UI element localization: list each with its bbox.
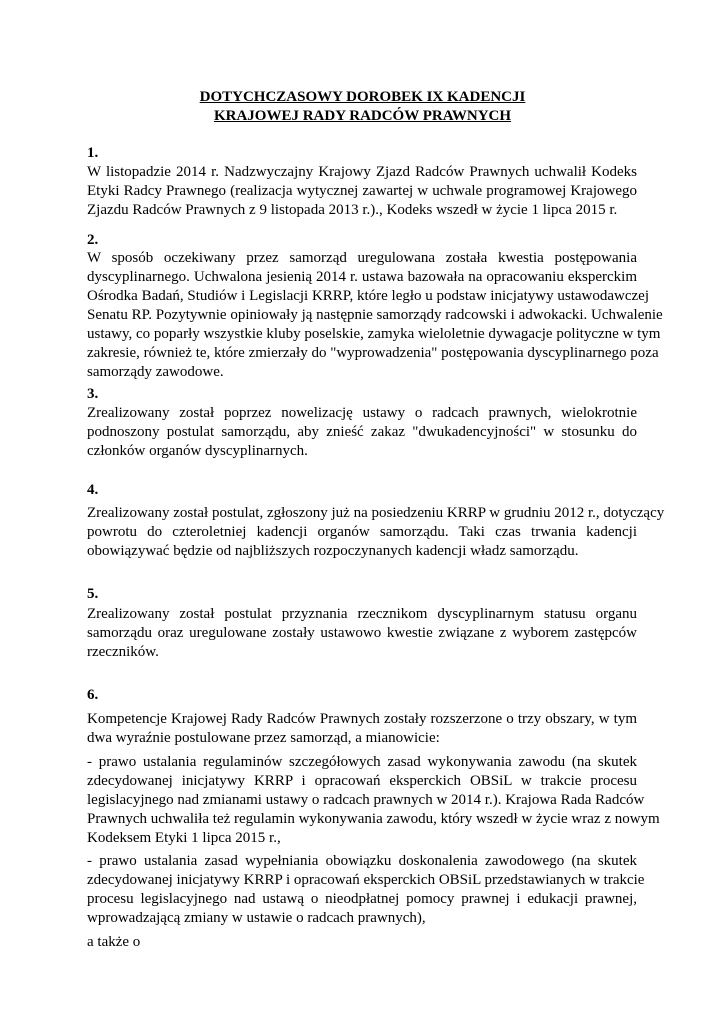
- section-6-closing: a także o: [87, 934, 141, 950]
- section-number: 5.: [87, 586, 99, 602]
- document-title-line-1: DOTYCHCZASOWY DOROBEK IX KADENCJI: [199, 89, 526, 105]
- section-number: 3.: [87, 386, 99, 402]
- section-6-bullet-2: [87, 852, 645, 928]
- paragraph-line: zakresie, również te, które zmierzały do "wyprowadzenia" postępowania dyscyplinarnego poza: [87, 345, 659, 361]
- section-4-paragraph: [87, 504, 665, 561]
- section-1-paragraph: [87, 163, 637, 220]
- section-number: 6.: [87, 687, 99, 703]
- paragraph-line: Kodeksem Etyki 1 lipca 2015 r.,: [87, 830, 281, 846]
- section-2-paragraph: [87, 249, 663, 382]
- paragraph-line: legislacyjnego nad zmianami ustawy o radcach prawnych w 2014 r.). Krajowa Rada Radców: [87, 792, 645, 808]
- section-number: 2.: [87, 232, 99, 248]
- section-6-intro: [87, 710, 637, 748]
- paragraph-line: Kompetencje Krajowej Rady Radców Prawnych zostały rozszerzone o trzy obszary, w tym: [87, 711, 637, 727]
- paragraph-line: zdecydowanej inicjatywy KRRP i opracowań eksperckich OBSiL w trakcie procesu: [87, 773, 637, 789]
- paragraph-line: samorządu oraz uregulowane zostały ustawowo kwestie związane z wyborem zastępców: [87, 625, 637, 641]
- paragraph-line: Senatu RP. Pozytywnie opiniowały ją następnie samorządy radcowski i adwokacki. Uchwalenie: [87, 307, 663, 323]
- section-3-paragraph: [87, 404, 637, 461]
- paragraph-line: członków organów dyscyplinarnych.: [87, 443, 308, 459]
- section-6-bullet-1: [87, 753, 660, 848]
- paragraph-line: W sposób oczekiwany przez samorząd uregulowana została kwestia postępowania: [87, 250, 637, 266]
- paragraph-line: - prawo ustalania zasad wypełniania obowiązku doskonalenia zawodowego (na skutek: [87, 853, 637, 869]
- paragraph-line: rzeczników.: [87, 644, 159, 660]
- document-title-line-2: KRAJOWEJ RADY RADCÓW PRAWNYCH: [213, 108, 512, 124]
- paragraph-line: Zjazdu Radców Prawnych z 9 listopada 2013 r.)., Kodeks wszedł w życie 1 lipca 2015 r.: [87, 202, 618, 218]
- paragraph-line: wprowadzającą zmiany w ustawie o radcach prawnych),: [87, 910, 426, 926]
- paragraph-line: W listopadzie 2014 r. Nadzwyczajny Krajowy Zjazd Radców Prawnych uchwalił Kodeks: [87, 164, 637, 180]
- paragraph-line: Zrealizowany został poprzez nowelizację ustawy o radcach prawnych, wielokrotnie: [87, 405, 637, 421]
- paragraph-line: podnoszony postulat samorządu, aby znieść zakaz "dwukadencyjności" w stosunku do: [87, 424, 637, 440]
- paragraph-line: Prawnych uchwaliła też regulamin wykonywania zawodu, który wszedł w życie wraz z nowym: [87, 811, 660, 827]
- section-5-paragraph: [87, 605, 637, 662]
- paragraph-line: procesu legislacyjnego nad ustawą o nieodpłatnej pomocy prawnej i edukacji prawnej,: [87, 891, 637, 907]
- paragraph-line: Etyki Radcy Prawnego (realizacja wytycznej zawartej w uchwale programowej Krajowego: [87, 183, 637, 199]
- paragraph-line: dyscyplinarnego. Uchwalona jesienią 2014 r. ustawa bazowała na opracowaniu eksperckim: [87, 269, 637, 285]
- paragraph-line: powrotu do czteroletniej kadencji organów samorządu. Taki czas trwania kadencji: [87, 524, 637, 540]
- paragraph-line: dwa wyraźnie postulowane przez samorząd, a mianowicie:: [87, 730, 440, 746]
- paragraph-line: obowiązywać będzie od najbliższych rozpoczynanych kadencji władz samorządu.: [87, 543, 579, 559]
- paragraph-line: Ośrodka Badań, Studiów i Legislacji KRRP, które legło u podstaw inicjatywy ustawodawczej: [87, 288, 649, 304]
- paragraph-line: zdecydowanej inicjatywy KRRP i opracowań eksperckich OBSiL przedstawianych w trakcie: [87, 872, 645, 888]
- section-number: 1.: [87, 145, 99, 161]
- paragraph-line: Zrealizowany został postulat przyznania rzecznikom dyscyplinarnym statusu organu: [87, 606, 637, 622]
- paragraph-line: - prawo ustalania regulaminów szczegółowych zasad wykonywania zawodu (na skutek: [87, 754, 637, 770]
- paragraph-line: samorządy zawodowe.: [87, 364, 224, 380]
- section-number: 4.: [87, 482, 99, 498]
- paragraph-line: Zrealizowany został postulat, zgłoszony już na posiedzeniu KRRP w grudniu 2012 r., dotyczący: [87, 505, 665, 521]
- paragraph-line: ustawy, co poparły wszystkie kluby poselskie, zamyka wieloletnie dywagacje polityczne w tym: [87, 326, 661, 342]
